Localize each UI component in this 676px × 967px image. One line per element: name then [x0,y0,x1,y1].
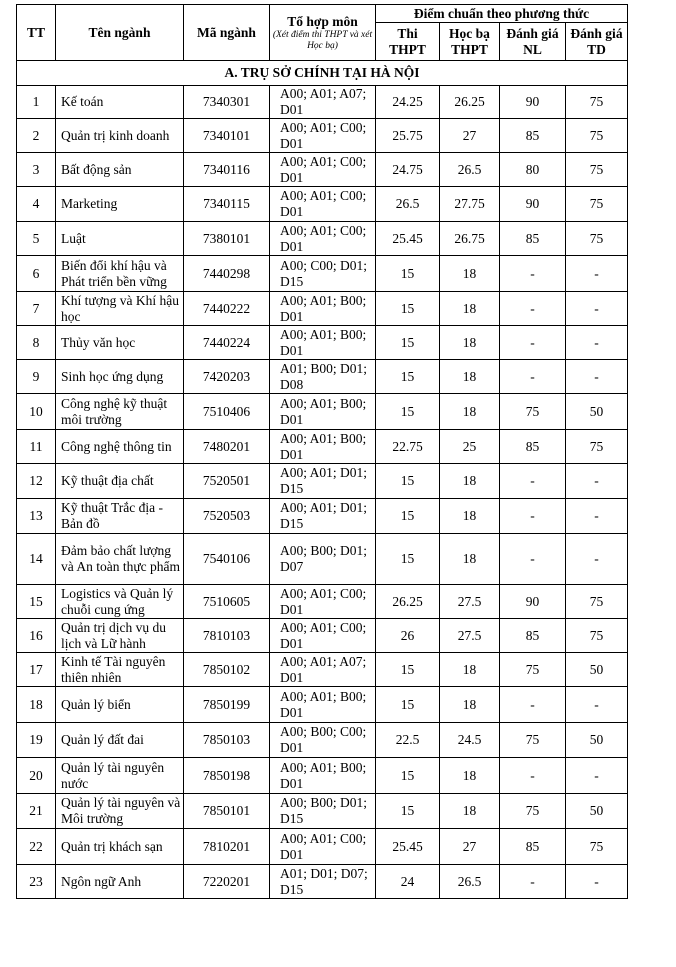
row-major-code: 7810103 [184,619,270,653]
row-tt: 5 [17,222,56,256]
header-benchmark-score: Điểm chuẩn theo phương thức [376,5,628,23]
row-score-td: - [566,687,628,723]
row-major-name: Biến đổi khí hậu và Phát triển bền vững [56,256,184,292]
header-tt: TT [17,5,56,61]
row-subject-combo: A00; A01; C00; D01 [270,585,376,619]
row-score-thpt: 22.5 [376,723,440,758]
row-major-name: Quản trị khách sạn [56,829,184,865]
row-score-td: 75 [566,86,628,119]
header-danh-gia-td: Đánh giá TD [566,23,628,61]
row-subject-combo: A00; A01; C00; D01 [270,153,376,187]
row-score-nl: - [500,256,566,292]
row-major-name: Kế toán [56,86,184,119]
row-score-hocba: 27 [440,829,500,865]
row-score-td: 75 [566,222,628,256]
table-row [17,119,628,153]
row-tt: 17 [17,653,56,687]
row-subject-combo: A00; A01; D01; D15 [270,464,376,499]
row-score-td: - [566,326,628,360]
admission-score-table [16,4,628,899]
row-score-hocba: 27 [440,119,500,153]
row-major-code: 7440224 [184,326,270,360]
table-row [17,256,628,292]
row-score-thpt: 15 [376,758,440,794]
row-tt: 23 [17,865,56,899]
row-score-thpt: 24.75 [376,153,440,187]
row-major-name: Kỹ thuật địa chất [56,464,184,499]
row-major-code: 7540106 [184,534,270,585]
row-score-td: - [566,464,628,499]
table-row [17,187,628,222]
row-score-thpt: 15 [376,464,440,499]
row-score-hocba: 18 [440,326,500,360]
row-score-thpt: 15 [376,326,440,360]
row-major-name: Luật [56,222,184,256]
row-subject-combo: A00; A01; B00; D01 [270,292,376,326]
row-score-hocba: 25 [440,430,500,464]
row-subject-combo: A00; A01; C00; D01 [270,119,376,153]
row-tt: 14 [17,534,56,585]
row-score-nl: 90 [500,585,566,619]
row-major-name: Quản trị dịch vụ du lịch và Lữ hành [56,619,184,653]
row-major-name: Kinh tế Tài nguyên thiên nhiên [56,653,184,687]
table-row [17,86,628,119]
row-score-td: - [566,499,628,534]
table-row [17,794,628,829]
row-score-thpt: 25.45 [376,222,440,256]
row-major-code: 7850199 [184,687,270,723]
row-score-td: 75 [566,829,628,865]
row-major-code: 7340101 [184,119,270,153]
row-score-hocba: 18 [440,534,500,585]
table-row [17,653,628,687]
row-subject-combo: A01; D01; D07; D15 [270,865,376,899]
row-score-nl: 85 [500,619,566,653]
row-score-nl: - [500,464,566,499]
table-body [17,61,628,899]
row-tt: 21 [17,794,56,829]
row-tt: 6 [17,256,56,292]
row-major-name: Quản lý tài nguyên nước [56,758,184,794]
row-subject-combo: A00; A01; B00; D01 [270,394,376,430]
row-score-hocba: 18 [440,758,500,794]
header-thi-thpt: Thi THPT [376,23,440,61]
row-score-nl: - [500,292,566,326]
table-row [17,394,628,430]
table-row [17,865,628,899]
row-major-code: 7340301 [184,86,270,119]
row-major-name: Quản trị kinh doanh [56,119,184,153]
table-row [17,758,628,794]
row-score-td: 50 [566,394,628,430]
row-score-nl: 85 [500,222,566,256]
row-score-hocba: 18 [440,256,500,292]
row-score-hocba: 18 [440,360,500,394]
row-score-thpt: 15 [376,394,440,430]
row-major-name: Công nghệ kỹ thuật môi trường [56,394,184,430]
row-score-hocba: 26.5 [440,153,500,187]
row-score-thpt: 15 [376,292,440,326]
row-score-td: 75 [566,585,628,619]
row-score-nl: 85 [500,430,566,464]
row-score-td: - [566,758,628,794]
row-tt: 2 [17,119,56,153]
row-major-name: Công nghệ thông tin [56,430,184,464]
row-tt: 22 [17,829,56,865]
section-title: A. TRỤ SỞ CHÍNH TẠI HÀ NỘI [17,61,628,86]
table-row [17,430,628,464]
row-subject-combo: A01; B00; D01; D08 [270,360,376,394]
row-score-hocba: 27.5 [440,585,500,619]
row-major-code: 7440298 [184,256,270,292]
table-row [17,585,628,619]
row-tt: 1 [17,86,56,119]
row-score-td: 75 [566,119,628,153]
row-major-name: Ngôn ngữ Anh [56,865,184,899]
row-score-td: - [566,534,628,585]
table-row [17,534,628,585]
row-score-thpt: 15 [376,794,440,829]
row-major-name: Bất động sản [56,153,184,187]
row-major-code: 7380101 [184,222,270,256]
row-score-hocba: 18 [440,794,500,829]
row-score-thpt: 15 [376,653,440,687]
row-subject-combo: A00; B00; D01; D15 [270,794,376,829]
row-subject-combo: A00; B00; D01; D07 [270,534,376,585]
row-score-nl: - [500,360,566,394]
row-subject-combo: A00; A01; A07; D01 [270,86,376,119]
row-major-code: 7850198 [184,758,270,794]
row-score-td: 75 [566,430,628,464]
row-score-nl: 75 [500,394,566,430]
row-major-name: Quản lý biển [56,687,184,723]
row-score-hocba: 27.5 [440,619,500,653]
row-score-thpt: 25.45 [376,829,440,865]
header-subject-combo-title: Tổ hợp môn [287,13,358,29]
row-major-code: 7810201 [184,829,270,865]
row-score-thpt: 26 [376,619,440,653]
row-score-td: - [566,292,628,326]
row-score-thpt: 15 [376,687,440,723]
row-major-name: Quản lý tài nguyên và Môi trường [56,794,184,829]
table-row [17,464,628,499]
row-tt: 13 [17,499,56,534]
row-score-thpt: 15 [376,360,440,394]
row-major-code: 7220201 [184,865,270,899]
row-tt: 11 [17,430,56,464]
row-tt: 15 [17,585,56,619]
row-score-hocba: 26.5 [440,865,500,899]
row-score-td: - [566,360,628,394]
row-tt: 8 [17,326,56,360]
row-score-hocba: 26.75 [440,222,500,256]
row-score-td: 75 [566,153,628,187]
table-row [17,360,628,394]
row-major-name: Quản lý đất đai [56,723,184,758]
row-score-hocba: 18 [440,653,500,687]
row-score-nl: - [500,499,566,534]
row-score-nl: 90 [500,86,566,119]
header-subject-combo-note: (Xét điểm thi THPT và xét Học bạ) [272,29,373,51]
row-score-td: - [566,256,628,292]
table-row [17,292,628,326]
row-score-thpt: 15 [376,534,440,585]
row-score-nl: 85 [500,829,566,865]
row-score-thpt: 15 [376,256,440,292]
row-subject-combo: A00; A01; C00; D01 [270,222,376,256]
row-score-hocba: 18 [440,687,500,723]
table-row [17,723,628,758]
row-score-td: 50 [566,794,628,829]
row-major-code: 7420203 [184,360,270,394]
row-major-code: 7850101 [184,794,270,829]
row-score-thpt: 22.75 [376,430,440,464]
row-subject-combo: A00; C00; D01; D15 [270,256,376,292]
row-score-nl: 75 [500,653,566,687]
row-tt: 9 [17,360,56,394]
table-row [17,829,628,865]
row-subject-combo: A00; A01; B00; D01 [270,430,376,464]
row-major-code: 7340116 [184,153,270,187]
row-score-nl: - [500,534,566,585]
row-major-code: 7440222 [184,292,270,326]
row-score-hocba: 18 [440,464,500,499]
header-major-name: Tên ngành [56,5,184,61]
row-major-code: 7510605 [184,585,270,619]
table-row [17,499,628,534]
row-score-hocba: 18 [440,394,500,430]
row-tt: 20 [17,758,56,794]
row-tt: 18 [17,687,56,723]
row-subject-combo: A00; A01; C00; D01 [270,829,376,865]
table-row [17,222,628,256]
table-header [17,5,628,61]
table-row [17,687,628,723]
row-major-code: 7520501 [184,464,270,499]
row-major-name: Marketing [56,187,184,222]
row-tt: 19 [17,723,56,758]
row-major-code: 7850103 [184,723,270,758]
row-subject-combo: A00; A01; B00; D01 [270,758,376,794]
table-row [17,326,628,360]
row-score-td: 50 [566,653,628,687]
row-subject-combo: A00; B00; C00; D01 [270,723,376,758]
admission-table-wrapper [16,4,628,899]
row-score-hocba: 18 [440,292,500,326]
row-score-hocba: 24.5 [440,723,500,758]
row-score-thpt: 24 [376,865,440,899]
row-score-thpt: 24.25 [376,86,440,119]
row-score-td: 75 [566,187,628,222]
row-score-thpt: 25.75 [376,119,440,153]
row-subject-combo: A00; A01; A07; D01 [270,653,376,687]
header-subject-combo [270,5,376,61]
row-subject-combo: A00; A01; C00; D01 [270,187,376,222]
row-major-code: 7480201 [184,430,270,464]
row-score-thpt: 26.25 [376,585,440,619]
row-major-code: 7520503 [184,499,270,534]
row-major-name: Thủy văn học [56,326,184,360]
row-score-hocba: 18 [440,499,500,534]
row-tt: 10 [17,394,56,430]
row-score-hocba: 26.25 [440,86,500,119]
row-major-code: 7510406 [184,394,270,430]
row-major-name: Khí tượng và Khí hậu học [56,292,184,326]
row-major-code: 7850102 [184,653,270,687]
row-subject-combo: A00; A01; C00; D01 [270,619,376,653]
row-tt: 16 [17,619,56,653]
row-score-td: 75 [566,619,628,653]
row-major-name: Kỹ thuật Trắc địa - Bản đồ [56,499,184,534]
row-score-td: - [566,865,628,899]
row-score-nl: - [500,865,566,899]
header-hoc-ba: Học bạ THPT [440,23,500,61]
row-subject-combo: A00; A01; D01; D15 [270,499,376,534]
row-score-nl: 75 [500,794,566,829]
row-tt: 4 [17,187,56,222]
header-major-code: Mã ngành [184,5,270,61]
row-score-thpt: 15 [376,499,440,534]
table-row [17,619,628,653]
row-tt: 7 [17,292,56,326]
row-score-nl: - [500,687,566,723]
row-subject-combo: A00; A01; B00; D01 [270,326,376,360]
row-score-hocba: 27.75 [440,187,500,222]
row-major-name: Đảm bảo chất lượng và An toàn thực phẩm [56,534,184,585]
table-row [17,153,628,187]
row-score-nl: 90 [500,187,566,222]
row-tt: 12 [17,464,56,499]
row-score-nl: 85 [500,119,566,153]
row-major-name: Sinh học ứng dụng [56,360,184,394]
row-score-nl: - [500,326,566,360]
row-score-thpt: 26.5 [376,187,440,222]
row-subject-combo: A00; A01; B00; D01 [270,687,376,723]
row-tt: 3 [17,153,56,187]
row-score-nl: 80 [500,153,566,187]
row-score-nl: 75 [500,723,566,758]
row-score-nl: - [500,758,566,794]
row-score-td: 50 [566,723,628,758]
row-major-code: 7340115 [184,187,270,222]
header-danh-gia-nl: Đánh giá NL [500,23,566,61]
row-major-name: Logistics và Quản lý chuỗi cung ứng [56,585,184,619]
